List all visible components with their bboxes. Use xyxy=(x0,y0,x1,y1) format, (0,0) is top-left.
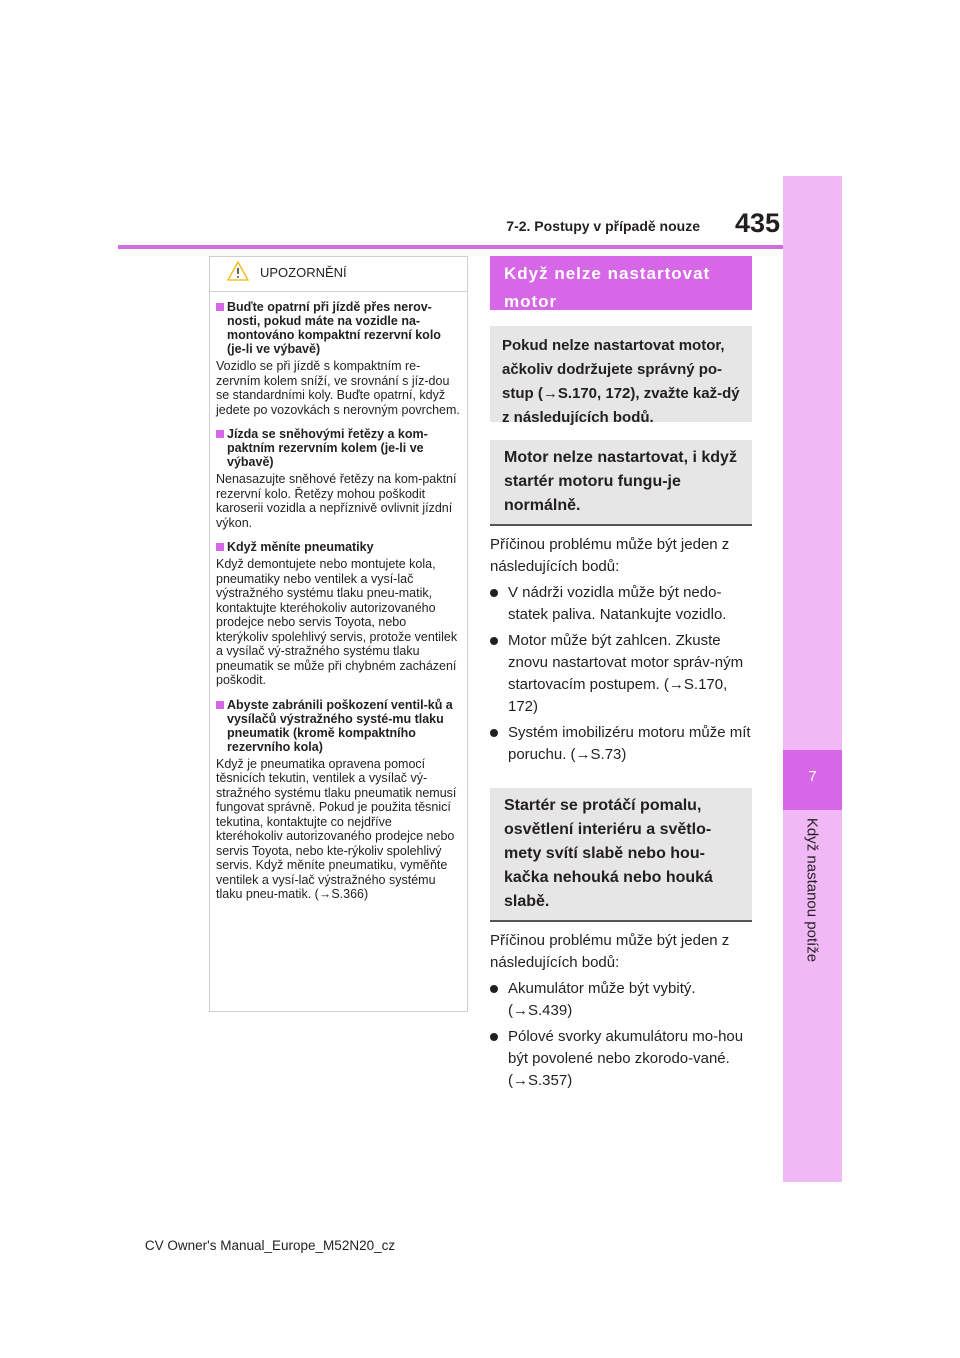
square-bullet-icon xyxy=(216,701,224,709)
warning-item xyxy=(216,427,461,530)
subsection-lead: Příčinou problému může být jeden z následujících bodů: xyxy=(490,932,730,971)
warning-item xyxy=(216,540,461,688)
bullet-dot-icon xyxy=(490,729,498,737)
main-column xyxy=(490,256,752,1096)
warning-item-text: Když demontujete nebo montujete kola, pneumatiky nebo ventilek a vysí-lač výstražného systému tlaku pneu-matik, kontaktujte kteréhokoliv autorizovaného prodejce nebo servis Toyota, nebo kterýkoliv spolehlivý servis, protože ventilek a vysílač vý-stražného systému tlaku pneumatik se může při chybném zacházení poškodit. xyxy=(216,557,458,687)
subsection-heading: Motor nelze nastartovat, i když startér motoru fungu-je normálně. xyxy=(490,440,752,526)
bullet-list xyxy=(490,978,752,1092)
list-item-text: V nádrži vozidla může být nedo-statek paliva. Natankujte vozidlo. xyxy=(508,584,727,623)
section-title: 7-2. Postupy v případě nouze xyxy=(506,218,700,234)
chapter-side-tab xyxy=(783,176,842,1182)
list-item-text: Systém imobilizéru motoru může mít poruchu. (→S.73) xyxy=(508,724,751,763)
warning-item-heading: Buďte opatrní při jízdě přes nerov-nosti, pokud máte na vozidle na-montováno kompaktní rezervní kolo (je-li ve výbavě) xyxy=(227,300,441,356)
list-item xyxy=(490,722,752,766)
list-item-text: Pólové svorky akumulátoru mo-hou být povolené nebo zkorodo-vané. (→S.357) xyxy=(508,1028,744,1089)
main-heading: Když nelze nastartovat motor xyxy=(490,256,752,310)
list-item xyxy=(490,630,752,718)
warning-item-text: Vozidlo se při jízdě s kompaktním re-zervním kolem sníží, ve srovnání s jíz-dou se standardními koly. Buďte opatrní, když jedete po vozovkách s nerovným povrchem. xyxy=(216,359,460,417)
warning-item xyxy=(216,698,461,902)
chapter-label: Když nastanou potíže xyxy=(803,817,821,963)
warning-item-heading: Když měníte pneumatiky xyxy=(227,540,374,554)
page-number: 435 xyxy=(734,208,780,238)
list-item xyxy=(490,582,752,626)
warning-title: UPOZORNĚNÍ xyxy=(260,265,347,280)
warning-item-text: Když je pneumatika opravena pomocí těsnicích tekutin, ventilek a vysílač vý-stražného systému tlaku pneumatik nemusí fungovat správně. Pokud je použita těsnicí tekutina, kontaktujte co nejdříve kteréhokoliv autorizovaného prodejce nebo servis Toyota, nebo kte-rýkoliv spolehlivý servis. Když měníte pneumatiku, vyměňte ventilek a vysí-lač výstražného systému tlaku pneu-matik. (→S.366) xyxy=(216,756,457,901)
chapter-number: 7 xyxy=(808,768,817,785)
square-bullet-icon xyxy=(216,430,224,438)
warning-header xyxy=(210,257,467,292)
bullet-dot-icon xyxy=(490,1033,498,1041)
subsection-heading: Startér se protáčí pomalu, osvětlení interiéru a světlo-mety svítí slabě nebo hou-kačka nehouká nebo houká slabě. xyxy=(490,788,752,922)
intro-box: Pokud nelze nastartovat motor, ačkoliv dodržujete správný po-stup (→S.170, 172), zvažte kaž-dý z následujících bodů. xyxy=(490,326,752,422)
list-item xyxy=(490,1026,752,1092)
warning-box xyxy=(209,256,468,1012)
footer-text: CV Owner's Manual_Europe_M52N20_cz xyxy=(144,1238,396,1253)
square-bullet-icon xyxy=(216,543,224,551)
list-item-text: Motor může být zahlcen. Zkuste znovu nastartovat motor správ-ným startovacím postupem. (→S.170, 172) xyxy=(508,632,744,715)
bullet-dot-icon xyxy=(490,637,498,645)
warning-item-text: Nenasazujte sněhové řetězy na kom-paktní rezervní kolo. Řetězy mohou poškodit karoserii vozidla a nepříznivě ovlivnit jízdní výkon. xyxy=(216,472,457,530)
list-item-text: Akumulátor může být vybitý. (→S.439) xyxy=(508,980,696,1019)
warning-item xyxy=(216,300,461,417)
header-divider xyxy=(118,245,783,249)
bullet-dot-icon xyxy=(490,589,498,597)
warning-triangle-icon xyxy=(227,261,249,281)
bullet-dot-icon xyxy=(490,985,498,993)
list-item xyxy=(490,978,752,1022)
warning-item-heading: Jízda se sněhovými řetězy a kom-paktním rezervním kolem (je-li ve výbavě) xyxy=(227,427,428,469)
square-bullet-icon xyxy=(216,303,224,311)
bullet-list xyxy=(490,582,752,766)
warning-item-heading: Abyste zabránili poškození ventil-ků a vysílačů výstražného systé-mu tlaku pneumatik (kromě kompaktního rezervního kola) xyxy=(227,697,453,754)
subsection-lead: Příčinou problému může být jeden z následujících bodů: xyxy=(490,536,730,575)
